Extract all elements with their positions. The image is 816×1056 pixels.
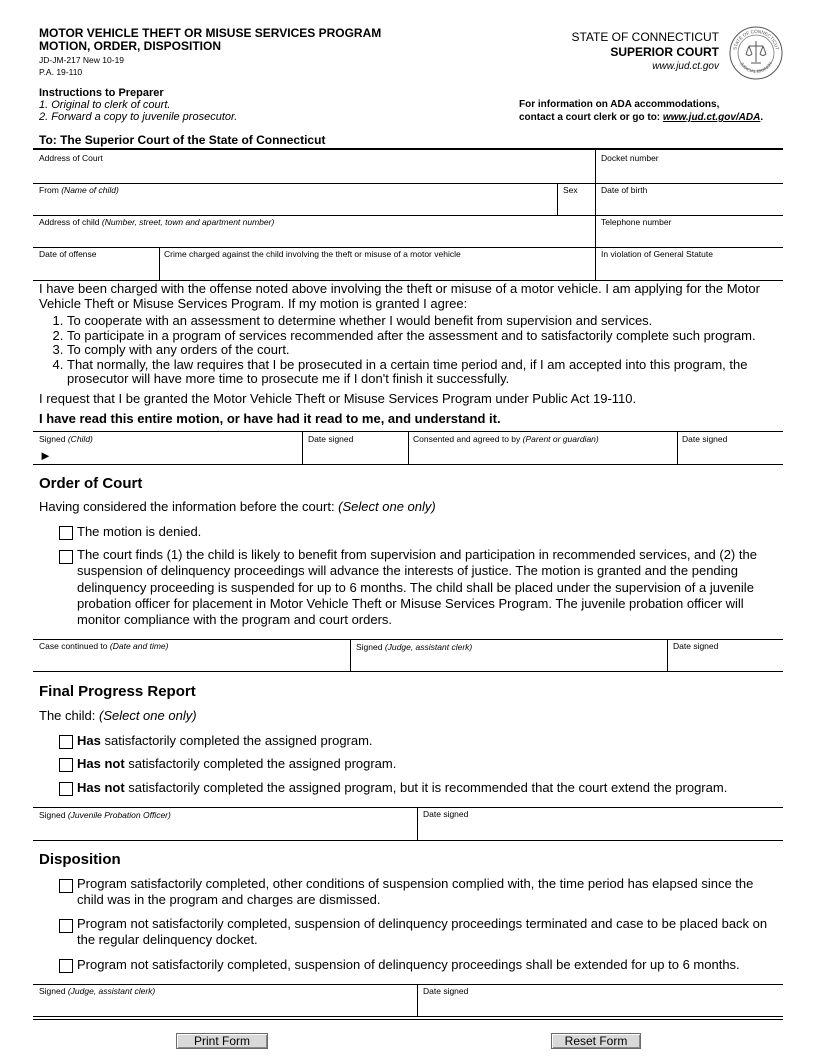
- instruction-item: 1. Original to clerk of court.: [39, 99, 171, 111]
- instructions-heading: Instructions to Preparer: [39, 87, 164, 99]
- progress-prompt: The child: (Select one only): [39, 708, 197, 723]
- judge-signature-label: Signed (Judge, assistant clerk): [356, 642, 473, 652]
- divider: [33, 1016, 783, 1017]
- sign-here-arrow-icon: ►: [39, 448, 52, 463]
- divider: [159, 248, 160, 280]
- order-date-signed-field[interactable]: [669, 640, 782, 670]
- date-of-offense-field[interactable]: [34, 248, 158, 279]
- address-of-child-label: Address of child (Number, street, town and apartment number): [39, 217, 275, 227]
- list-item: 2. To participate in a program of services recommended after the assessment and to satisfactorily complete such program.: [67, 329, 795, 344]
- ada-line1: For information on ADA accommodations,: [519, 99, 720, 110]
- divider: [33, 148, 783, 150]
- motion-granted-text: The court finds (1) the child is likely to benefit from supervision and participation in recommended services, and (2) the suspension of delinquency proceedings will advance the interests of justice. The motion is granted and the pending delinquency proceeding is suspended for up to 6 months. The child shall be placed under the supervision of a juvenile probation officer for placement in Motor Vehicle Theft or Misuse Services Program. The juvenile probation officer will monitor compliance with the program and court orders.: [77, 547, 757, 628]
- child-name-field[interactable]: [34, 184, 556, 214]
- form-number: JD-JM-217 New 10-19: [39, 55, 125, 65]
- progress-extend-checkbox[interactable]: [59, 782, 73, 796]
- divider: [33, 464, 783, 465]
- disposition-heading: Disposition: [39, 851, 121, 868]
- progress-completed-checkbox[interactable]: [59, 735, 73, 749]
- divider: [302, 432, 303, 464]
- divider: [33, 671, 783, 672]
- progress-option-text: Has satisfactorily completed the assigned program.: [77, 733, 373, 748]
- order-of-court-heading: Order of Court: [39, 475, 143, 492]
- divider: [667, 640, 668, 671]
- divider: [350, 640, 351, 671]
- list-item: 1. To cooperate with an assessment to determine whether I would benefit from supervision and services.: [67, 314, 795, 329]
- address-of-court-field[interactable]: [34, 151, 594, 182]
- motion-granted-checkbox[interactable]: [59, 550, 73, 564]
- motion-denied-checkbox[interactable]: [59, 526, 73, 540]
- case-continued-label: Case continued to (Date and time): [39, 641, 169, 651]
- parent-date-signed-field[interactable]: [679, 433, 782, 463]
- address-of-child-field[interactable]: [34, 216, 594, 246]
- date-signed-label: Date signed: [423, 809, 469, 819]
- acknowledgement: I have read this entire motion, or have had it read to me, and understand it.: [39, 411, 501, 426]
- motion-denied-text: The motion is denied.: [77, 524, 202, 539]
- date-of-birth-label: Date of birth: [601, 185, 648, 195]
- svg-text:STATE OF CONNECTICUT: STATE OF CONNECTICUT: [732, 28, 780, 51]
- divider: [417, 985, 418, 1016]
- progress-date-signed-field[interactable]: [419, 808, 782, 839]
- violation-label: In violation of General Statute: [601, 249, 713, 259]
- child-signature-label: Signed (Child): [39, 434, 93, 444]
- order-signature-field[interactable]: [352, 640, 666, 670]
- court-website: www.jud.ct.gov: [652, 61, 719, 72]
- reset-form-button[interactable]: Reset Form: [551, 1033, 641, 1049]
- disposition-terminated-checkbox[interactable]: [59, 919, 73, 933]
- progress-option-text: Has not satisfactorily completed the assigned program.: [77, 756, 397, 771]
- ada-link[interactable]: www.jud.ct.gov/ADA: [662, 112, 761, 123]
- court-name: SUPERIOR COURT: [610, 45, 719, 59]
- agreement-list: [39, 314, 795, 387]
- date-signed-label: Date signed: [682, 434, 728, 444]
- disposition-option-text: Program satisfactorily completed, other conditions of suspension complied with, the time period has elapsed since the child was in the program and charges are dismissed.: [77, 876, 754, 907]
- state-name: STATE OF CONNECTICUT: [571, 30, 719, 44]
- disposition-extended-checkbox[interactable]: [59, 959, 73, 973]
- date-of-offense-label: Date of offense: [39, 249, 97, 259]
- case-continued-field[interactable]: [34, 640, 349, 670]
- sex-label: Sex: [563, 185, 578, 195]
- child-signature-field[interactable]: [34, 433, 301, 463]
- final-progress-heading: Final Progress Report: [39, 683, 196, 700]
- progress-option-text: Has not satisfactorily completed the assigned program, but it is recommended that the court extend the program.: [77, 780, 728, 795]
- date-signed-label: Date signed: [673, 641, 719, 651]
- list-item: 4. That normally, the law requires that I be prosecuted in a certain time period and, if I am accepted into this program, the prosecutor will have more time to prosecute me if I don't finish it successfully.: [67, 358, 795, 387]
- to-court-line: To: The Superior Court of the State of Connecticut: [39, 133, 326, 147]
- form-title-line2: MOTION, ORDER, DISPOSITION: [39, 39, 222, 53]
- divider: [33, 1019, 783, 1020]
- crime-charged-label: Crime charged against the child involving the theft or misuse of a motor vehicle: [164, 249, 461, 259]
- ada-line2-prefix: contact a court clerk or go to:: [519, 112, 663, 123]
- public-act: P.A. 19-110: [39, 67, 83, 77]
- divider: [408, 432, 409, 464]
- date-of-birth-field[interactable]: [597, 184, 782, 214]
- consent-label: Consented and agreed to by (Parent or guardian): [413, 434, 599, 444]
- probation-officer-signature-field[interactable]: [34, 808, 416, 839]
- form-title-line1: MOTOR VEHICLE THEFT OR MISUSE SERVICES PROGRAM: [39, 26, 382, 40]
- sex-field[interactable]: [559, 184, 594, 214]
- probation-officer-signature-label: Signed (Juvenile Probation Officer): [39, 810, 171, 820]
- svg-text:JUDICIAL BRANCH: JUDICIAL BRANCH: [739, 61, 773, 75]
- program-request: I request that I be granted the Motor Vehicle Theft or Misuse Services Program under Public Act 19-110.: [39, 391, 637, 406]
- list-item: 3. To comply with any orders of the court.: [67, 343, 795, 358]
- print-form-button[interactable]: Print Form: [176, 1033, 268, 1049]
- motion-intro: I have been charged with the offense noted above involving the theft or misuse of a motor vehicle. I am applying for the Motor Vehicle Theft or Misuse Services Program. If my motion is granted I agree:: [39, 281, 760, 311]
- divider: [33, 840, 783, 841]
- disposition-option-text: Program not satisfactorily completed, suspension of delinquency proceedings terminated and case to be placed back on the regular delinquency docket.: [77, 916, 768, 947]
- disposition-option-text: Program not satisfactorily completed, suspension of delinquency proceedings shall be extended for up to 6 months.: [77, 957, 740, 972]
- disposition-date-signed-field[interactable]: [419, 985, 782, 1015]
- from-label: From (Name of child): [39, 185, 119, 195]
- date-signed-label: Date signed: [308, 434, 354, 444]
- telephone-label: Telephone number: [601, 217, 672, 227]
- court-seal-icon: [729, 26, 783, 80]
- ada-line2: [519, 112, 763, 123]
- address-of-court-label: Address of Court: [39, 153, 103, 163]
- disposition-dismissed-checkbox[interactable]: [59, 879, 73, 893]
- order-prompt: Having considered the information before the court: (Select one only): [39, 499, 436, 514]
- crime-charged-field[interactable]: [161, 248, 594, 279]
- disposition-signature-field[interactable]: [34, 985, 416, 1015]
- date-signed-label: Date signed: [423, 986, 469, 996]
- docket-number-field[interactable]: [597, 151, 782, 182]
- divider: [595, 150, 596, 280]
- divider: [677, 432, 678, 464]
- violation-field[interactable]: [597, 248, 782, 279]
- telephone-field[interactable]: [597, 216, 782, 246]
- child-date-signed-field[interactable]: [304, 433, 407, 463]
- disposition-signature-label: Signed (Judge, assistant clerk): [39, 986, 156, 996]
- docket-number-label: Docket number: [601, 153, 659, 163]
- ada-line2-suffix: .: [760, 112, 764, 123]
- instruction-item: 2. Forward a copy to juvenile prosecutor.: [39, 111, 238, 123]
- divider: [557, 184, 558, 215]
- parent-signature-field[interactable]: [410, 433, 676, 463]
- progress-not-completed-checkbox[interactable]: [59, 758, 73, 772]
- divider: [417, 808, 418, 840]
